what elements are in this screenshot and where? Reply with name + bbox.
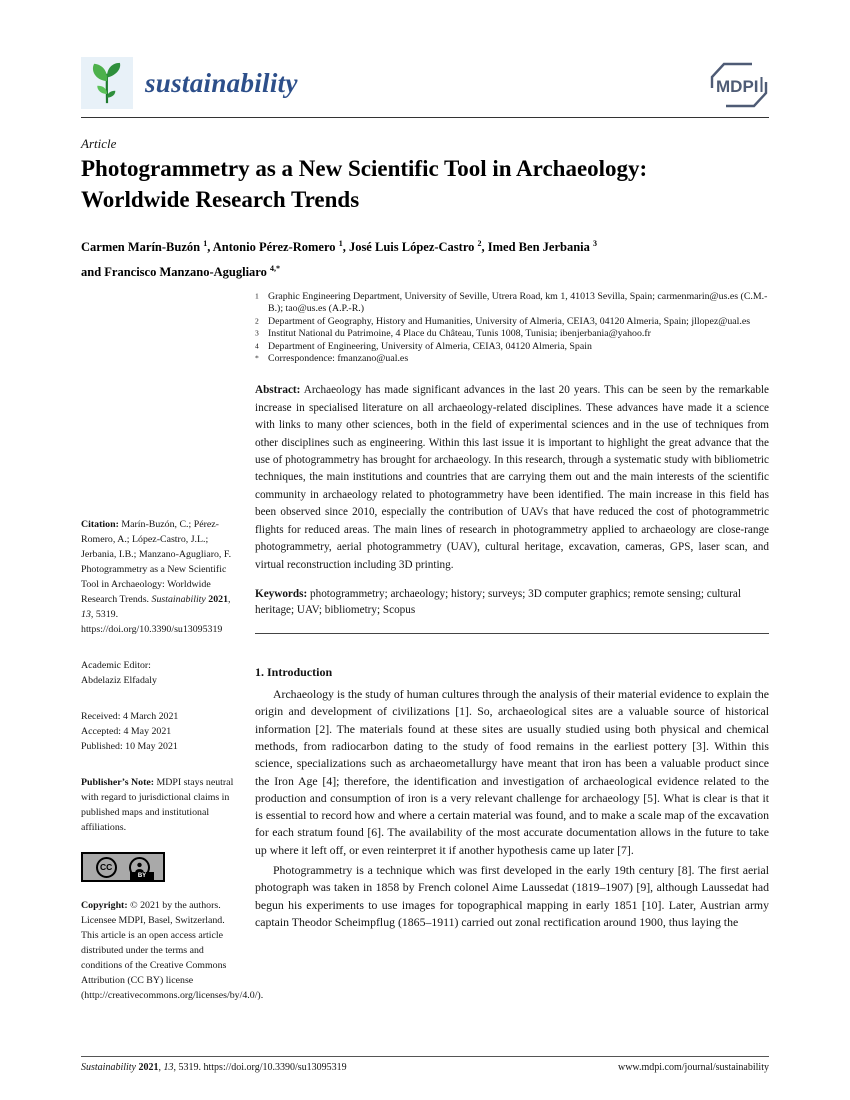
article-type-label: Article bbox=[81, 136, 117, 151]
publishers-note-block: Publisher’s Note: MDPI stays neutral with regard to jurisdictional claims in published maps and institutional affiliations. bbox=[81, 777, 234, 833]
section-heading-introduction: 1. Introduction bbox=[255, 665, 333, 680]
header-divider bbox=[81, 117, 769, 118]
author: Carmen Marín-Buzón $^1$, bbox=[81, 239, 213, 255]
author: Imed Ben Jerbania $^3$ bbox=[487, 239, 597, 255]
footer-divider bbox=[81, 1056, 769, 1057]
cc-by-label: BY bbox=[130, 872, 154, 880]
main-column bbox=[255, 291, 769, 931]
abstract-label: Abstract: bbox=[255, 384, 301, 397]
affiliation-item: 2 Department of Geography, History and Humanities, University of Almeria, CEIA3, 04120 Almeria, Spain; jllopez@ual.es bbox=[255, 315, 751, 327]
journal-logo bbox=[81, 57, 298, 109]
author: José Luis López-Castro $^2$, bbox=[348, 239, 488, 255]
citation-block: Citation: Marín-Buzón, C.; Pérez-Romero, A.; López-Castro, J.L.; Jerbania, I.B.; Manzano-Agugliaro, F. Photogrammetry as a New Scientific Tool in Archaeology: Worldwide Research Trends. Sustainability 2021, 13, 5319. https://doi.org/10.3390/su13095319 bbox=[81, 519, 232, 635]
cc-icon: CC bbox=[96, 857, 117, 878]
accepted-date: Accepted: 4 May 2021 bbox=[81, 726, 172, 737]
journal-name: sustainability bbox=[145, 67, 298, 98]
affiliations-list bbox=[255, 291, 769, 365]
svg-text:MDPI: MDPI bbox=[716, 77, 759, 96]
affiliation-item: 3 Institut National du Patrimoine, 4 Place du Château, Tunis 1008, Tunisia; ibenjerbania@yahoo.fr bbox=[255, 328, 651, 340]
citation-doi-link[interactable]: https://doi.org/10.3390/su13095319 bbox=[81, 624, 223, 635]
abstract: Abstract: Archaeology has made significant advances in the last 20 years. This can be seen by the remarkable increase in specialised literature on all archaeology-related disciplines. These advances have made it a science with links to many other sciences, both in the field of experimental sciences and in the use of techniques from other disciplines such as engineering. Within this last issue it is important to highlight the great advance that the use of photogrammetry has brought for archaeology. In this research, through a systematic study with bibliometric techniques, the main institutions and countries that are carrying them out and the main interests of the scientific community in archaeology related to photogrammetry have been identified. The main increase in this field has been observed since 2010, especially the contribution of UAVs that have reduced the cost of photogrammetric flights for reduced areas. The main lines of research in photogrammetry applied to archaeology are close-range photogrammetry, aerial photogrammetry (UAV), cultural heritage, excavation, cameras, GPS, laser scan, and virtual reconstruction including 3D printing. bbox=[255, 384, 769, 571]
author: and Francisco Manzano-Agugliaro $^{4,*}$ bbox=[81, 264, 281, 280]
copyright-block: Copyright: © 2021 by the authors. Licensee MDPI, Basel, Switzerland. This article is an open access article distributed under the terms and conditions of the Creative Commons Attribution (CC BY) license (http://creativecommons.org/licenses/by/4.0/). bbox=[81, 900, 264, 1001]
affiliation-item: 4 Department of Engineering, University of Almeria, CEIA3, 04120 Almeria, Spain bbox=[255, 340, 592, 352]
authors-line bbox=[81, 233, 769, 283]
margin-sidebar bbox=[81, 517, 264, 1003]
page-footer bbox=[81, 1062, 769, 1073]
footer-citation: Sustainability 2021, 13, 5319. https://doi.org/10.3390/su13095319 bbox=[81, 1062, 347, 1073]
author: Antonio Pérez-Romero $^1$, bbox=[212, 239, 349, 255]
body-paragraph: Archaeology is the study of human cultures through the analysis of their material evidence to explain the origin and development of civilizations [1]. So, archaeological sites are a valuable source of historical information [2]. The materials found at these sites are usually studied using both physical and chemical methods, from radiocarbon dating to the study of food remains in the earliest pottery [3]. Within this science, specializations such as archaeometallurgy have meant that iron has been a valuable product since the Iron Age [4]; therefore, the identification and investigation of archaeological evidence related to the production and consumption of iron is a very relevant challenge for archaeology [5]. What is clear is that it is essential to record how and where a certain material was found, and to make a scale map of the excavation for each stratum found [6]. The availability of the most accurate documentation allows in the future to take up where it left off, or even reinterpret it if another hypothesis came up later [7]. bbox=[255, 687, 769, 857]
page-title: Photogrammetry as a New Scientific Tool in Archaeology: Worldwide Research Trends bbox=[81, 156, 648, 212]
dates-block bbox=[81, 709, 238, 754]
cc-by-license-badge[interactable] bbox=[81, 852, 165, 882]
plant-logo-icon bbox=[81, 57, 133, 109]
affiliation-item: 1 Graphic Engineering Department, University of Seville, Utrera Road, km 1, 41013 Sevilla, Spain; carmenmarin@us.es (C.M.-B.); tao@us.es (A.P.-R.) bbox=[255, 291, 768, 315]
keywords-divider bbox=[255, 633, 769, 634]
academic-editor-block: Academic Editor: Abdelaziz Elfadaly bbox=[81, 660, 157, 686]
affiliation-correspondence: * Correspondence: fmanzano@ual.es bbox=[255, 353, 409, 365]
keywords-label: Keywords: bbox=[255, 587, 308, 600]
received-date: Received: 4 March 2021 bbox=[81, 711, 179, 722]
body-paragraph: Photogrammetry is a technique which was first developed in the early 19th century [8]. The first aerial photograph was taken in 1858 by French colonel Aime Laussedat (1819–1907) [9], although Laussedat had begun his experiments to use images for topographical mapping in early 1851 [10]. Later, Austrian army captain Theodor Scheimpflug (1865–1911) carried out zonal rectification around 1900, thus laying the bbox=[255, 863, 769, 929]
mdpi-logo-icon bbox=[708, 60, 770, 115]
footer-doi-link[interactable]: https://doi.org/10.3390/su13095319 bbox=[203, 1062, 347, 1073]
published-date: Published: 10 May 2021 bbox=[81, 741, 178, 752]
keywords: Keywords: photogrammetry; archaeology; history; surveys; 3D computer graphics; remote sensing; cultural heritage; UAV; bibliometry; Scopus bbox=[255, 587, 741, 616]
footer-journal-url[interactable]: www.mdpi.com/journal/sustainability bbox=[617, 1062, 769, 1073]
